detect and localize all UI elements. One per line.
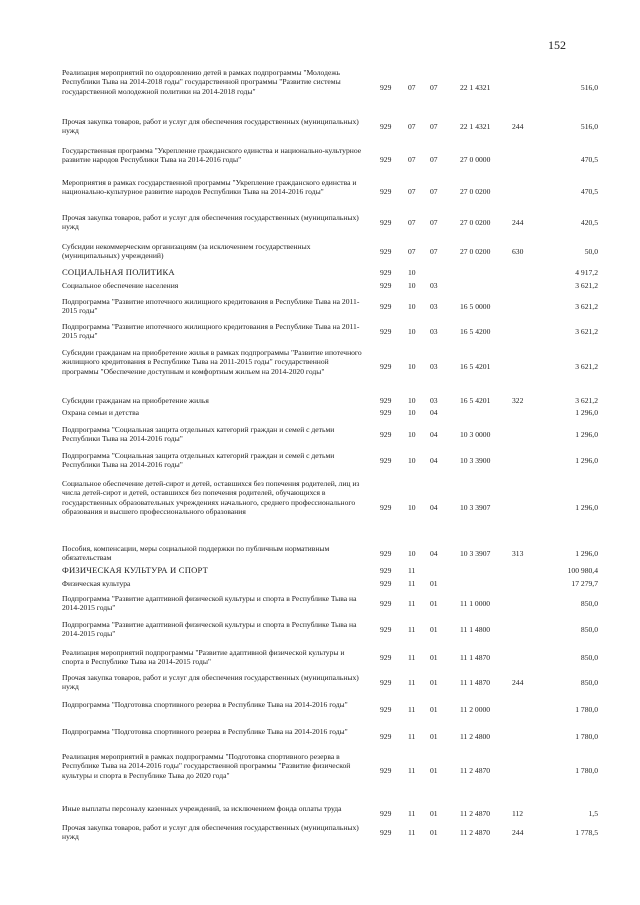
cell-sec: 11 — [408, 579, 416, 588]
cell-sub: 04 — [430, 549, 438, 558]
section-heading: СОЦИАЛЬНАЯ ПОЛИТИКА — [62, 267, 175, 277]
cell-adm: 929 — [380, 218, 392, 227]
cell-sub: 04 — [430, 430, 438, 439]
cell-vr: 630 — [512, 247, 524, 256]
cell-sec: 10 — [408, 327, 416, 336]
cell-sum: 470,5 — [580, 187, 598, 196]
cell-sec: 11 — [408, 599, 416, 608]
cell-adm: 929 — [380, 327, 392, 336]
cell-sub: 01 — [430, 653, 438, 662]
cell-sec: 07 — [408, 122, 416, 131]
cell-sec: 10 — [408, 456, 416, 465]
cell-sec: 10 — [408, 430, 416, 439]
cell-adm: 929 — [380, 268, 392, 277]
cell-sum: 1,5 — [588, 809, 598, 818]
row-description: Прочая закупка товаров, работ и услуг для обеспечения государственных (муниципальных) нужд — [62, 117, 359, 136]
cell-sub: 03 — [430, 362, 438, 371]
cell-adm: 929 — [380, 187, 392, 196]
cell-sec: 10 — [408, 302, 416, 311]
cell-adm: 929 — [380, 766, 392, 775]
cell-sec: 11 — [408, 625, 416, 634]
cell-sec: 10 — [408, 362, 416, 371]
cell-sum: 4 917,2 — [575, 268, 598, 277]
cell-adm: 929 — [380, 83, 392, 92]
cell-csr: 11 1 4800 — [460, 625, 491, 634]
row-description: Реализация мероприятий в рамках подпрограммы "Подготовка спортивного резерва в Республике Тыва на 2014-2016 годы" государственной программы "Развитие физической культуры и спорта в Республике Тыва до 2020 года" — [62, 752, 351, 780]
row-description: Подпрограмма "Подготовка спортивного резерва в Республике Тыва на 2014-2016 годы" — [62, 700, 348, 709]
cell-sum: 1 778,5 — [575, 828, 598, 837]
cell-sec: 10 — [408, 396, 416, 405]
cell-sum: 1 296,0 — [575, 456, 598, 465]
cell-sub: 01 — [430, 809, 438, 818]
cell-sub: 07 — [430, 218, 438, 227]
cell-csr: 27 0 0200 — [460, 247, 491, 256]
cell-csr: 11 2 0000 — [460, 705, 491, 714]
cell-sub: 07 — [430, 155, 438, 164]
cell-adm: 929 — [380, 155, 392, 164]
cell-adm: 929 — [380, 732, 392, 741]
cell-sum: 1 780,0 — [575, 732, 598, 741]
cell-sum: 3 621,2 — [575, 327, 598, 336]
row-description: Подпрограмма "Подготовка спортивного резерва в Республике Тыва на 2014-2016 годы" — [62, 727, 348, 736]
cell-sum: 3 621,2 — [575, 302, 598, 311]
cell-sub: 01 — [430, 705, 438, 714]
cell-adm: 929 — [380, 503, 392, 512]
cell-sum: 1 780,0 — [575, 705, 598, 714]
cell-sub: 01 — [430, 732, 438, 741]
cell-adm: 929 — [380, 828, 392, 837]
cell-sub: 04 — [430, 456, 438, 465]
cell-sub: 07 — [430, 122, 438, 131]
cell-adm: 929 — [380, 396, 392, 405]
cell-sub: 01 — [430, 766, 438, 775]
cell-sum: 850,0 — [580, 599, 598, 608]
cell-csr: 16 5 4201 — [460, 396, 491, 405]
row-description: Подпрограмма "Развитие ипотечного жилищного кредитования в Республике Тыва на 2011-2015 годы" — [62, 322, 360, 341]
row-description: Прочая закупка товаров, работ и услуг для обеспечения государственных (муниципальных) нужд — [62, 213, 359, 232]
cell-sum: 470,5 — [580, 155, 598, 164]
cell-sum: 516,0 — [580, 122, 598, 131]
cell-csr: 11 2 4870 — [460, 809, 491, 818]
cell-sub: 07 — [430, 83, 438, 92]
cell-sec: 11 — [408, 809, 416, 818]
row-description: Субсидии гражданам на приобретение жилья в рамках подпрограммы "Развитие ипотечного жилищного кредитования в Республике Тыва на 2011-2015 годы" государственной программы "Обеспечение доступным и комфортным жильем на 2014-2020 годы" — [62, 348, 362, 376]
cell-sub: 01 — [430, 625, 438, 634]
cell-sum: 17 279,7 — [571, 579, 598, 588]
cell-sub: 04 — [430, 408, 438, 417]
cell-csr: 16 5 4200 — [460, 327, 491, 336]
cell-adm: 929 — [380, 247, 392, 256]
row-description: Субсидии некоммерческим организациям (за исключением государственных (муниципальных) учреждений) — [62, 242, 311, 261]
section-heading: ФИЗИЧЕСКАЯ КУЛЬТУРА И СПОРТ — [62, 565, 209, 575]
row-description: Физическая культура — [62, 579, 131, 588]
cell-adm: 929 — [380, 653, 392, 662]
cell-csr: 22 1 4321 — [460, 83, 491, 92]
cell-adm: 929 — [380, 625, 392, 634]
cell-sum: 3 621,2 — [575, 362, 598, 371]
row-description: Мероприятия в рамках государственной программы "Укрепление гражданского единства и национально-культурное развитие народов Республики Тыва на 2014-2016 годы" — [62, 178, 357, 197]
cell-adm: 929 — [380, 281, 392, 290]
cell-sum: 1 296,0 — [575, 430, 598, 439]
cell-adm: 929 — [380, 549, 392, 558]
row-description: Реализация мероприятий по оздоровлению детей в рамках подпрограммы "Молодежь Республики Тыва на 2014-2018 годы" государственной программы "Развитие системы государственной молодежной политики на 2014-2018 годы" — [62, 68, 341, 96]
cell-csr: 16 5 4201 — [460, 362, 491, 371]
cell-sec: 11 — [408, 705, 416, 714]
cell-sec: 11 — [408, 766, 416, 775]
cell-sub: 01 — [430, 579, 438, 588]
cell-sec: 10 — [408, 408, 416, 417]
cell-adm: 929 — [380, 809, 392, 818]
cell-vr: 244 — [512, 218, 524, 227]
row-description: Подпрограмма "Социальная защита отдельных категорий граждан и семей с детьми Республики Тыва на 2014-2016 годы" — [62, 451, 335, 470]
cell-sec: 10 — [408, 503, 416, 512]
cell-adm: 929 — [380, 566, 392, 575]
cell-csr: 22 1 4321 — [460, 122, 491, 131]
row-description: Прочая закупка товаров, работ и услуг для обеспечения государственных (муниципальных) нужд — [62, 823, 359, 842]
cell-csr: 27 0 0200 — [460, 187, 491, 196]
cell-sec: 07 — [408, 247, 416, 256]
cell-sec: 11 — [408, 732, 416, 741]
row-description: Охрана семьи и детства — [62, 408, 139, 417]
cell-sub: 04 — [430, 503, 438, 512]
cell-sum: 100 980,4 — [567, 566, 598, 575]
cell-adm: 929 — [380, 599, 392, 608]
row-description: Иные выплаты персоналу казенных учреждений, за исключением фонда оплаты труда — [62, 804, 342, 813]
cell-csr: 10 3 3900 — [460, 456, 491, 465]
cell-sub: 03 — [430, 302, 438, 311]
cell-sub: 01 — [430, 678, 438, 687]
row-description: Пособия, компенсации, меры социальной поддержки по публичным нормативным обязательствам — [62, 544, 330, 563]
cell-vr: 313 — [512, 549, 524, 558]
cell-csr: 27 0 0200 — [460, 218, 491, 227]
cell-sec: 11 — [408, 828, 416, 837]
cell-csr: 16 5 0000 — [460, 302, 491, 311]
cell-csr: 11 2 4870 — [460, 828, 491, 837]
cell-sec: 10 — [408, 281, 416, 290]
row-description: Субсидии гражданам на приобретение жилья — [62, 396, 209, 405]
row-description: Государственная программа "Укрепление гражданского единства и национально-культурное развитие народов Республики Тыва на 2014-2016 годы" — [62, 146, 362, 165]
cell-adm: 929 — [380, 705, 392, 714]
cell-sum: 50,0 — [584, 247, 598, 256]
cell-adm: 929 — [380, 579, 392, 588]
cell-sec: 07 — [408, 83, 416, 92]
cell-adm: 929 — [380, 362, 392, 371]
cell-adm: 929 — [380, 408, 392, 417]
cell-sum: 850,0 — [580, 625, 598, 634]
cell-sec: 11 — [408, 678, 416, 687]
row-description: Социальное обеспечение детей-сирот и детей, оставшихся без попечения родителей, лиц из числа детей-сирот и детей, оставшихся без попечения родителей, обучающихся в государственных образовательных учреждениях начального, среднего профессионального образования и высшего профессионального образования — [62, 479, 360, 517]
cell-adm: 929 — [380, 302, 392, 311]
cell-sec: 07 — [408, 187, 416, 196]
cell-sum: 850,0 — [580, 678, 598, 687]
cell-sub: 01 — [430, 828, 438, 837]
cell-sum: 3 621,2 — [575, 396, 598, 405]
cell-sec: 07 — [408, 218, 416, 227]
cell-sum: 1 296,0 — [575, 503, 598, 512]
cell-csr: 11 2 4870 — [460, 766, 491, 775]
cell-sum: 516,0 — [580, 83, 598, 92]
cell-sec: 11 — [408, 653, 416, 662]
cell-adm: 929 — [380, 122, 392, 131]
cell-sum: 420,5 — [580, 218, 598, 227]
cell-sub: 01 — [430, 599, 438, 608]
row-description: Подпрограмма "Социальная защита отдельных категорий граждан и семей с детьми Республики Тыва на 2014-2016 годы" — [62, 425, 335, 444]
row-description: Подпрограмма "Развитие адаптивной физической культуры и спорта в Республике Тыва на 2014-2015 годы" — [62, 594, 357, 613]
cell-sub: 07 — [430, 187, 438, 196]
cell-sec: 11 — [408, 566, 416, 575]
cell-csr: 10 3 0000 — [460, 430, 491, 439]
row-description: Реализация мероприятий подпрограммы "Развитие адаптивной физической культуры и спорта в Республике Тыва на 2014-2015 годы" — [62, 648, 345, 667]
cell-csr: 10 3 3907 — [460, 503, 491, 512]
cell-adm: 929 — [380, 456, 392, 465]
cell-adm: 929 — [380, 678, 392, 687]
cell-csr: 10 3 3907 — [460, 549, 491, 558]
cell-sub: 07 — [430, 247, 438, 256]
cell-vr: 244 — [512, 828, 524, 837]
cell-sub: 03 — [430, 327, 438, 336]
cell-sum: 1 296,0 — [575, 408, 598, 417]
cell-csr: 11 1 4870 — [460, 678, 491, 687]
cell-csr: 11 2 4800 — [460, 732, 491, 741]
cell-sec: 10 — [408, 268, 416, 277]
row-description: Подпрограмма "Развитие ипотечного жилищного кредитования в Республике Тыва на 2011-2015 годы" — [62, 297, 360, 316]
cell-sum: 3 621,2 — [575, 281, 598, 290]
cell-sum: 1 780,0 — [575, 766, 598, 775]
cell-sub: 03 — [430, 396, 438, 405]
cell-csr: 11 1 0000 — [460, 599, 491, 608]
cell-sec: 07 — [408, 155, 416, 164]
cell-vr: 112 — [512, 809, 524, 818]
cell-sum: 1 296,0 — [575, 549, 598, 558]
cell-sum: 850,0 — [580, 653, 598, 662]
cell-adm: 929 — [380, 430, 392, 439]
row-description: Подпрограмма "Развитие адаптивной физической культуры и спорта в Республике Тыва на 2014-2015 годы" — [62, 620, 357, 639]
row-description: Прочая закупка товаров, работ и услуг для обеспечения государственных (муниципальных) нужд — [62, 673, 359, 692]
row-description: Социальное обеспечение населения — [62, 281, 179, 290]
cell-csr: 11 1 4870 — [460, 653, 491, 662]
cell-vr: 244 — [512, 122, 524, 131]
cell-sub: 03 — [430, 281, 438, 290]
page-number: 152 — [548, 38, 566, 52]
cell-csr: 27 0 0000 — [460, 155, 491, 164]
cell-vr: 244 — [512, 678, 524, 687]
cell-sec: 10 — [408, 549, 416, 558]
cell-vr: 322 — [512, 396, 524, 405]
